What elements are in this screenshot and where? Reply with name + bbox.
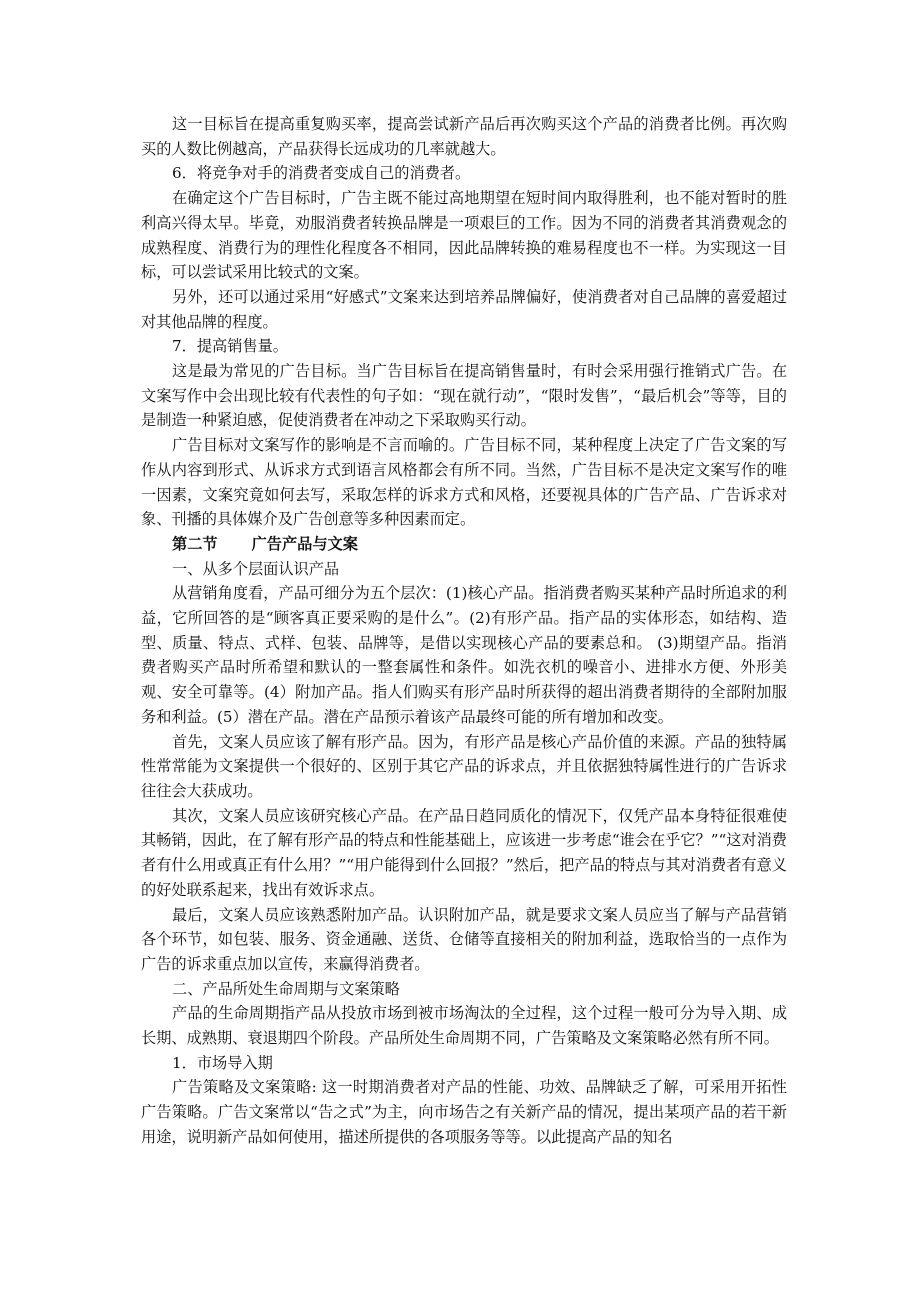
paragraph: 在确定这个广告目标时，广告主既不能过高地期望在短时间内取得胜利，也不能对暂时的胜利高兴得太早。毕竟，劝服消费者转换品牌是一项艰巨的工作。因为不同的消费者其消费观念的成熟程度、消费行为的理性化程度各不相同，因此品牌转换的难易程度也不一样。为实现这一目标，可以尝试采用比较式的文案。 (141, 189, 787, 282)
paragraph: 最后，文案人员应该熟悉附加产品。认识附加产品，就是要求文案人员应当了解与产品营销各个环节，如包装、服务、资金通融、送货、仓储等直接相关的附加利益，选取恰当的一点作为广告的诉求重点加以宣传，来赢得消费者。 (141, 905, 787, 973)
section-heading (141, 532, 787, 557)
document-page (141, 112, 787, 1150)
subsection-heading: 二、产品所处生命周期与文案策略 (172, 979, 400, 998)
paragraph: 这是最为常见的广告目标。当广告目标旨在提高销售量时，有时会采用强行推销式广告。在文案写作中会出现比较有代表性的句子如：“现在就行动”，“限时发售”，“最后机会”等等，目的是制造一种紧迫感，促使消费者在冲动之下采取购买行动。 (141, 362, 787, 430)
list-heading: 6．将竞争对手的消费者变成自己的消费者。 (172, 164, 471, 183)
paragraph: 其次，文案人员应该研究核心产品。在产品日趋同质化的情况下，仅凭产品本身特征很难使其畅销，因此，在了解有形产品的特点和性能基础上，应该进一步考虑“谁会在乎它？”“这对消费者有什么用或真正有什么用？”“用户能得到什么回报？”然后，把产品的特点与其对消费者有意义的好处联系起来，找出有效诉求点。 (141, 806, 787, 899)
paragraph: 广告目标对文案写作的影响是不言而喻的。广告目标不同，某种程度上决定了广告文案的写作从内容到形式、从诉求方式到语言风格都会有所不同。当然，广告目标不是决定文案写作的唯一因素，文案究竟如何去写，采取怎样的诉求方式和风格，还要视具体的广告产品、广告诉求对象、刊播的具体媒介及广告创意等多种因素而定。 (141, 436, 787, 529)
paragraph: 广告策略及文案策略: 这一时期消费者对产品的性能、功效、品牌缺乏了解，可采用开拓性广告策略。广告文案常以“告之式”为主，向市场告之有关新产品的情况，提出某项产品的若干新用途，说明新产品如何使用，描述所提供的各项服务等等。以此提高产品的知名 (141, 1078, 787, 1146)
list-heading: 7．提高销售量。 (172, 337, 288, 356)
section-title: 广告产品与文案 (251, 534, 358, 553)
paragraph: 首先，文案人员应该了解有形产品。因为，有形产品是核心产品价值的来源。产品的独特属性常常能为文案提供一个很好的、区别于其它产品的诉求点，并且依据独特属性进行的广告诉求往往会大获成功。 (141, 732, 787, 800)
paragraph: 从营销角度看，产品可细分为五个层次：(1)核心产品。指消费者购买某种产品时所追求的利益，它所回答的是“顾客真正要采购的是什么”。(2)有形产品。指产品的实体形态，如结构、造型、质量、特点、式样、包装、品牌等，是借以实现核心产品的要素总和。 (3)期望产品。指消费者购买产品时所希望和默认的一整套属性和条件。如洗衣机的噪音小、进排水方便、外形美观、安全可靠等。(4）附加产品。指人们购买有形产品时所获得的超出消费者期待的全部附加服务和利益。(5）潜在产品。潜在产品预示着该产品最终可能的所有增加和改变。 (141, 584, 787, 726)
paragraph: 另外，还可以通过采用“好感式”文案来达到培养品牌偏好，使消费者对自己品牌的喜爱超过对其他品牌的程度。 (141, 287, 787, 331)
paragraph: 产品的生命周期指产品从投放市场到被市场淘汰的全过程，这个过程一般可分为导入期、成长期、成熟期、衰退期四个阶段。产品所处生命周期不同，广告策略及文案策略必然有所不同。 (141, 1004, 787, 1048)
list-heading: 1．市场导入期 (172, 1053, 273, 1072)
paragraph: 这一目标旨在提高重复购买率，提高尝试新产品后再次购买这个产品的消费者比例。再次购买的人数比例越高，产品获得长远成功的几率就越大。 (141, 115, 787, 158)
subsection-heading: 一、从多个层面认识产品 (172, 559, 340, 578)
section-number: 第二节 (172, 534, 218, 553)
